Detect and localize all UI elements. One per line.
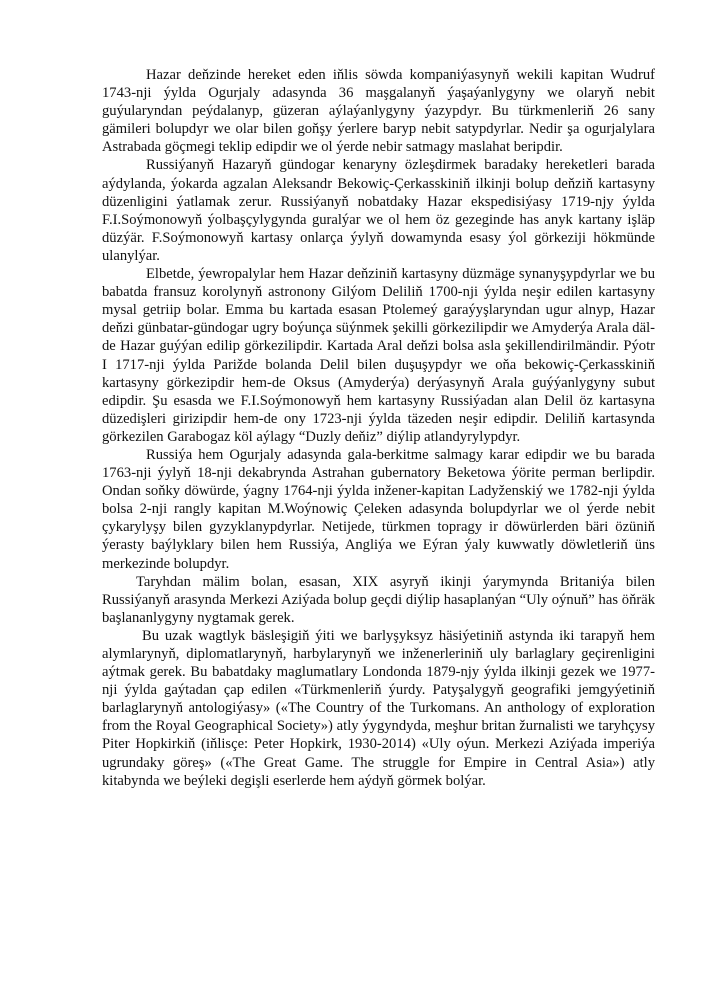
paragraph-4: Russiýa hem Ogurjaly adasynda gala-berkitme salmagy karar edipdir we bu barada 1763-nji ýylyň 18-nji dekabrynda Astrahan gubernatory Beketowa ýörite perman berlipdir. Ondan soňky döwürde, ýagny 1764-nji ýylda inžener-kapitan Ladyženskiý we 1782-nji ýylda bolsa 2-nji rangly kapitan M.Woýnowiç Çeleken adasynda bolupdyrlar we ol ýerde nebit çykarylyşy bilen gyzyklanypdyrlar. Netijede, türkmen topragy ir döwürlerden bäri özüniň ýerasty baýlyklary bilen hem Russiýa, Angliýa we Eýran ýaly kuwwatly döwletleriň üns merkezinde bolupdyr.: [102, 446, 655, 572]
paragraph-2: Russiýanyň Hazaryň gündogar kenaryny özleşdirmek baradaky hereketleri barada aýdylanda, ýokarda agzalan Aleksandr Bekowiç-Çerkasskiniň ilkinji bolup deňziň kartasyny düzenligini ýatlamak zerur. Russiýanyň nobatdaky Hazar ekspedisiýasy 1719-njy ýylda F.I.Soýmonowyň ýolbaşçylygynda guralýar we ol hem öz gezeginde has anyk kartany işläp düzýär. F.Soýmonowyň kartasy onlarça ýylyň dowamynda esasy ýol görkeziji hökmünde ulanylýar.: [102, 157, 655, 264]
paragraph-6: Bu uzak wagtlyk bäsleşigiň ýiti we barlyşyksyz häsiýetiniň astynda iki tarapyň hem alymlarynyň, diplomatlarynyň, harbylarynyň we inženerleriniň uly barlaglary geçirenligini aýtmak gerek. Bu babatdaky maglumatlary Londonda 1879-njy ýylda ilkinji gezek we 1977-nji ýylda gaýtadan çap edilen «Türkmenleriň ýurdy. Patyşalygyň geografiki jemgyýetiniň barlaglarynyň antologiýasy» («The Country of the Turkomans. An anthology of exploration from the Royal Geographical Society») atly ýygyndyda, meşhur britan žurnalisti we taryhçysy Piter Hopkirkiň (iňlisçe: Peter Hopkirk, 1930-2014) «Uly oýun. Merkezi Aziýada imperiýa ugrundaky göreş» («The Great Game. The struggle for Empire in Central Asia») atly kitabynda we beýleki degişli eserlerde hem aýdyň görmek bolýar.: [102, 627, 655, 789]
paragraph-5: Taryhdan mälim bolan, esasan, XIX asyryň ikinji ýarymynda Britaniýa bilen Russiýanyň arasynda Merkezi Aziýada bolup geçdi diýlip hasaplanýan “Uly oýnuň” has öňräk başlananlygyny nygtamak gerek.: [102, 573, 655, 626]
paragraph-1: Hazar deňzinde hereket eden iňlis söwda kompaniýasynyň wekili kapitan Wudruf 1743-nji ýylda Ogurjaly adasynda 36 maşgalanyň ýaşaýanlygyny we olaryň nebit guýularyndan peýdalanyp, güzeran aýlaýanlygyny ýazypdyr. Bu türkmenleriň 26 sany gämileri bolupdyr we olar bilen goňşy ýerlere baryp nebit satypdyrlar. Nedir şa ogurjalylara Astrabada göçmegi teklip edipdir we ol ýerde nebir satmagy maslahat beripdir.: [102, 67, 655, 156]
paragraph-3: Elbetde, ýewropalylar hem Hazar deňziniň kartasyny düzmäge synanyşypdyrlar we bu babatda fransuz korolynyň astronony Gilýom Deliliň 1700-nji ýylda neşir edilen kartasyny mysal getriip bolar. Emma bu kartada esasan Ptolemeý garaýyşlaryndan ugur alnyp, Hazar deňzi günbatar-gündogar ugry boýunça süýnmek şekilli görkezilipdir we Amyderýa Arala däl-de Hazar guýýan edilip görkezilipdir. Kartada Aral deňzi bolsa asla şekillendirilmändir. Pýotr I 1717-nji ýylda Parižde bolanda Delil bilen duşuşypdyr we oňa bekowiç-Çerkasskiniň kartasyny görkezipdir hem-de Oksus (Amyderýa) derýasynyň Arala guýýanlygyny subut edipdir. Şu esasda we F.I.Soýmonowyň hem kartasyny Russiýadan alan Delil öz kartasyna düzedişleri girizipdir hem-de ony 1723-nji ýylda täzeden neşir edipdir. Deliliň kartasynda görkezilen Garabogaz köl aýlagy “Duzly deňiz” diýlip atlandyrylypdyr.: [102, 266, 655, 445]
document-page: [102, 66, 655, 790]
